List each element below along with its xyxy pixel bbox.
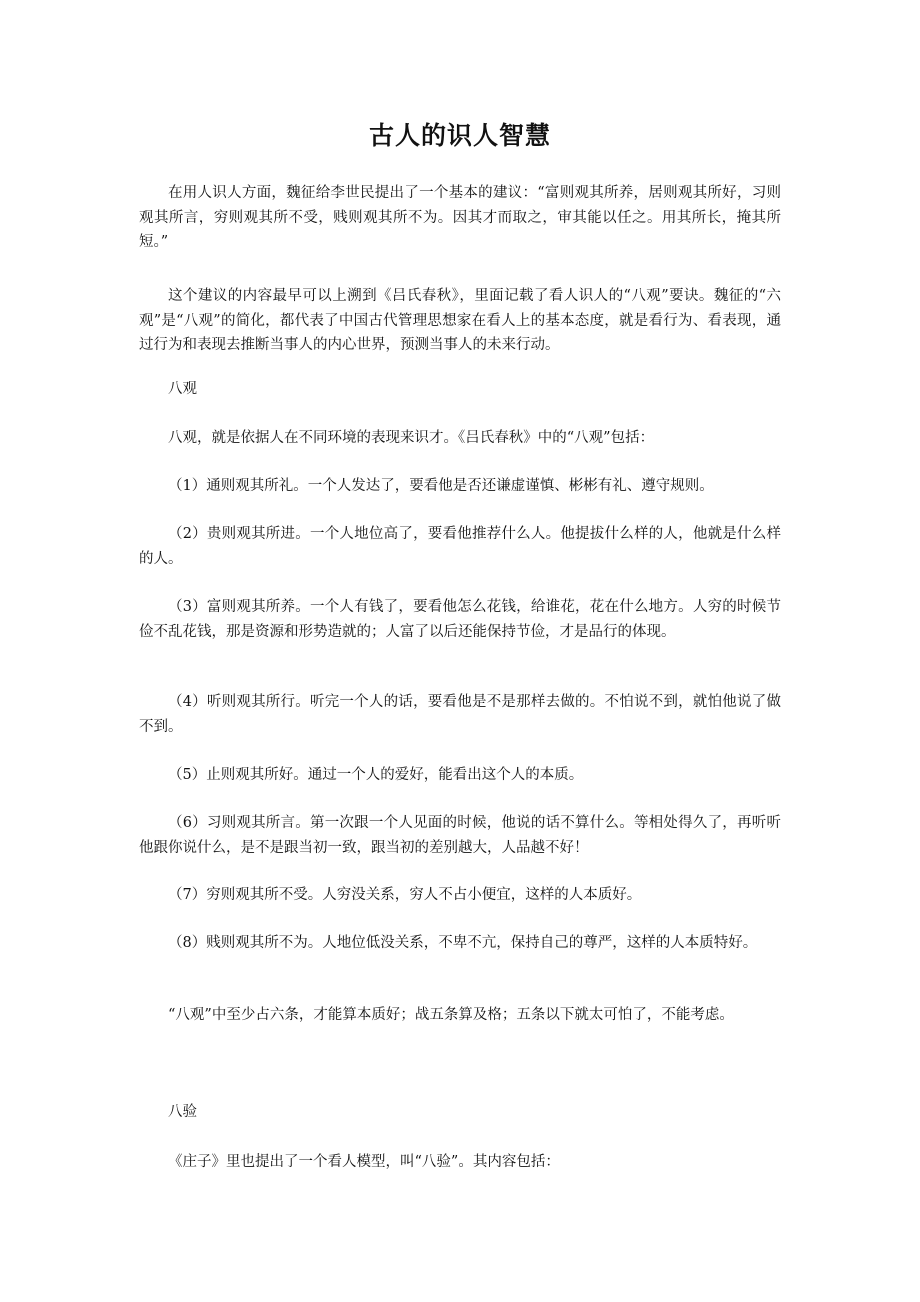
section-heading-baguan: 八观 <box>168 381 197 397</box>
paragraph-intro: 在用人识人方面，魏征给李世民提出了一个基本的建议：“富则观其所养，居则观其所好，习则观其所言，穷则观其所不受，贱则观其所不为。因其才而取之，审其能以任之。用其所长，掩其所短。” <box>139 185 781 250</box>
list-item-8: （8）贱则观其所不为。人地位低没关系，不卑不亢，保持自己的尊严，这样的人本质特好。 <box>168 935 758 951</box>
list-item-5: （5）止则观其所好。通过一个人的爱好，能看出这个人的本质。 <box>168 767 584 783</box>
list-item-4: （4）听则观其所行。听完一个人的话，要看他是不是那样去做的。不怕说不到，就怕他说了做不到。 <box>139 694 781 735</box>
paragraph-baguan-intro: 八观，就是依据人在不同环境的表现来识才。《吕氏春秋》中的“八观”包括： <box>168 430 655 446</box>
paragraph-bayan-intro: 《庄子》里也提出了一个看人模型，叫“八验”。其内容包括： <box>168 1154 560 1170</box>
paragraph-origin: 这个建议的内容最早可以上溯到《吕氏春秋》，里面记载了看人识人的“八观”要诀。魏征的“六观”是“八观”的简化，都代表了中国古代管理思想家在看人上的基本态度，就是看行为、看表现，通过行为和表现去推断当事人的内心世界，预测当事人的未来行动。 <box>139 288 781 353</box>
list-item-6: （6）习则观其所言。第一次跟一个人见面的时候，他说的话不算什么。等相处得久了，再听听他跟你说什么，是不是跟当初一致，跟当初的差别越大，人品越不好！ <box>139 815 781 856</box>
list-item-7: （7）穷则观其所不受。人穷没关系，穷人不占小便宜，这样的人本质好。 <box>168 887 642 903</box>
list-item-3: （3）富则观其所养。一个人有钱了，要看他怎么花钱，给谁花，花在什么地方。人穷的时候节俭不乱花钱，那是资源和形势造就的；人富了以后还能保持节俭，才是品行的体现。 <box>139 599 781 640</box>
paragraph-conclusion: “八观”中至少占六条，才能算本质好；战五条算及格；五条以下就太可怕了，不能考虑。 <box>168 1007 734 1023</box>
list-item-1: （1）通则观其所礼。一个人发达了，要看他是否还谦虚谨慎、彬彬有礼、遵守规则。 <box>168 478 714 494</box>
section-heading-bayan: 八验 <box>168 1104 197 1120</box>
list-item-2: （2）贵则观其所进。一个人地位高了，要看他推荐什么人。他提拔什么样的人，他就是什么样的人。 <box>139 526 781 567</box>
document-title: 古人的识人智慧 <box>368 121 551 150</box>
